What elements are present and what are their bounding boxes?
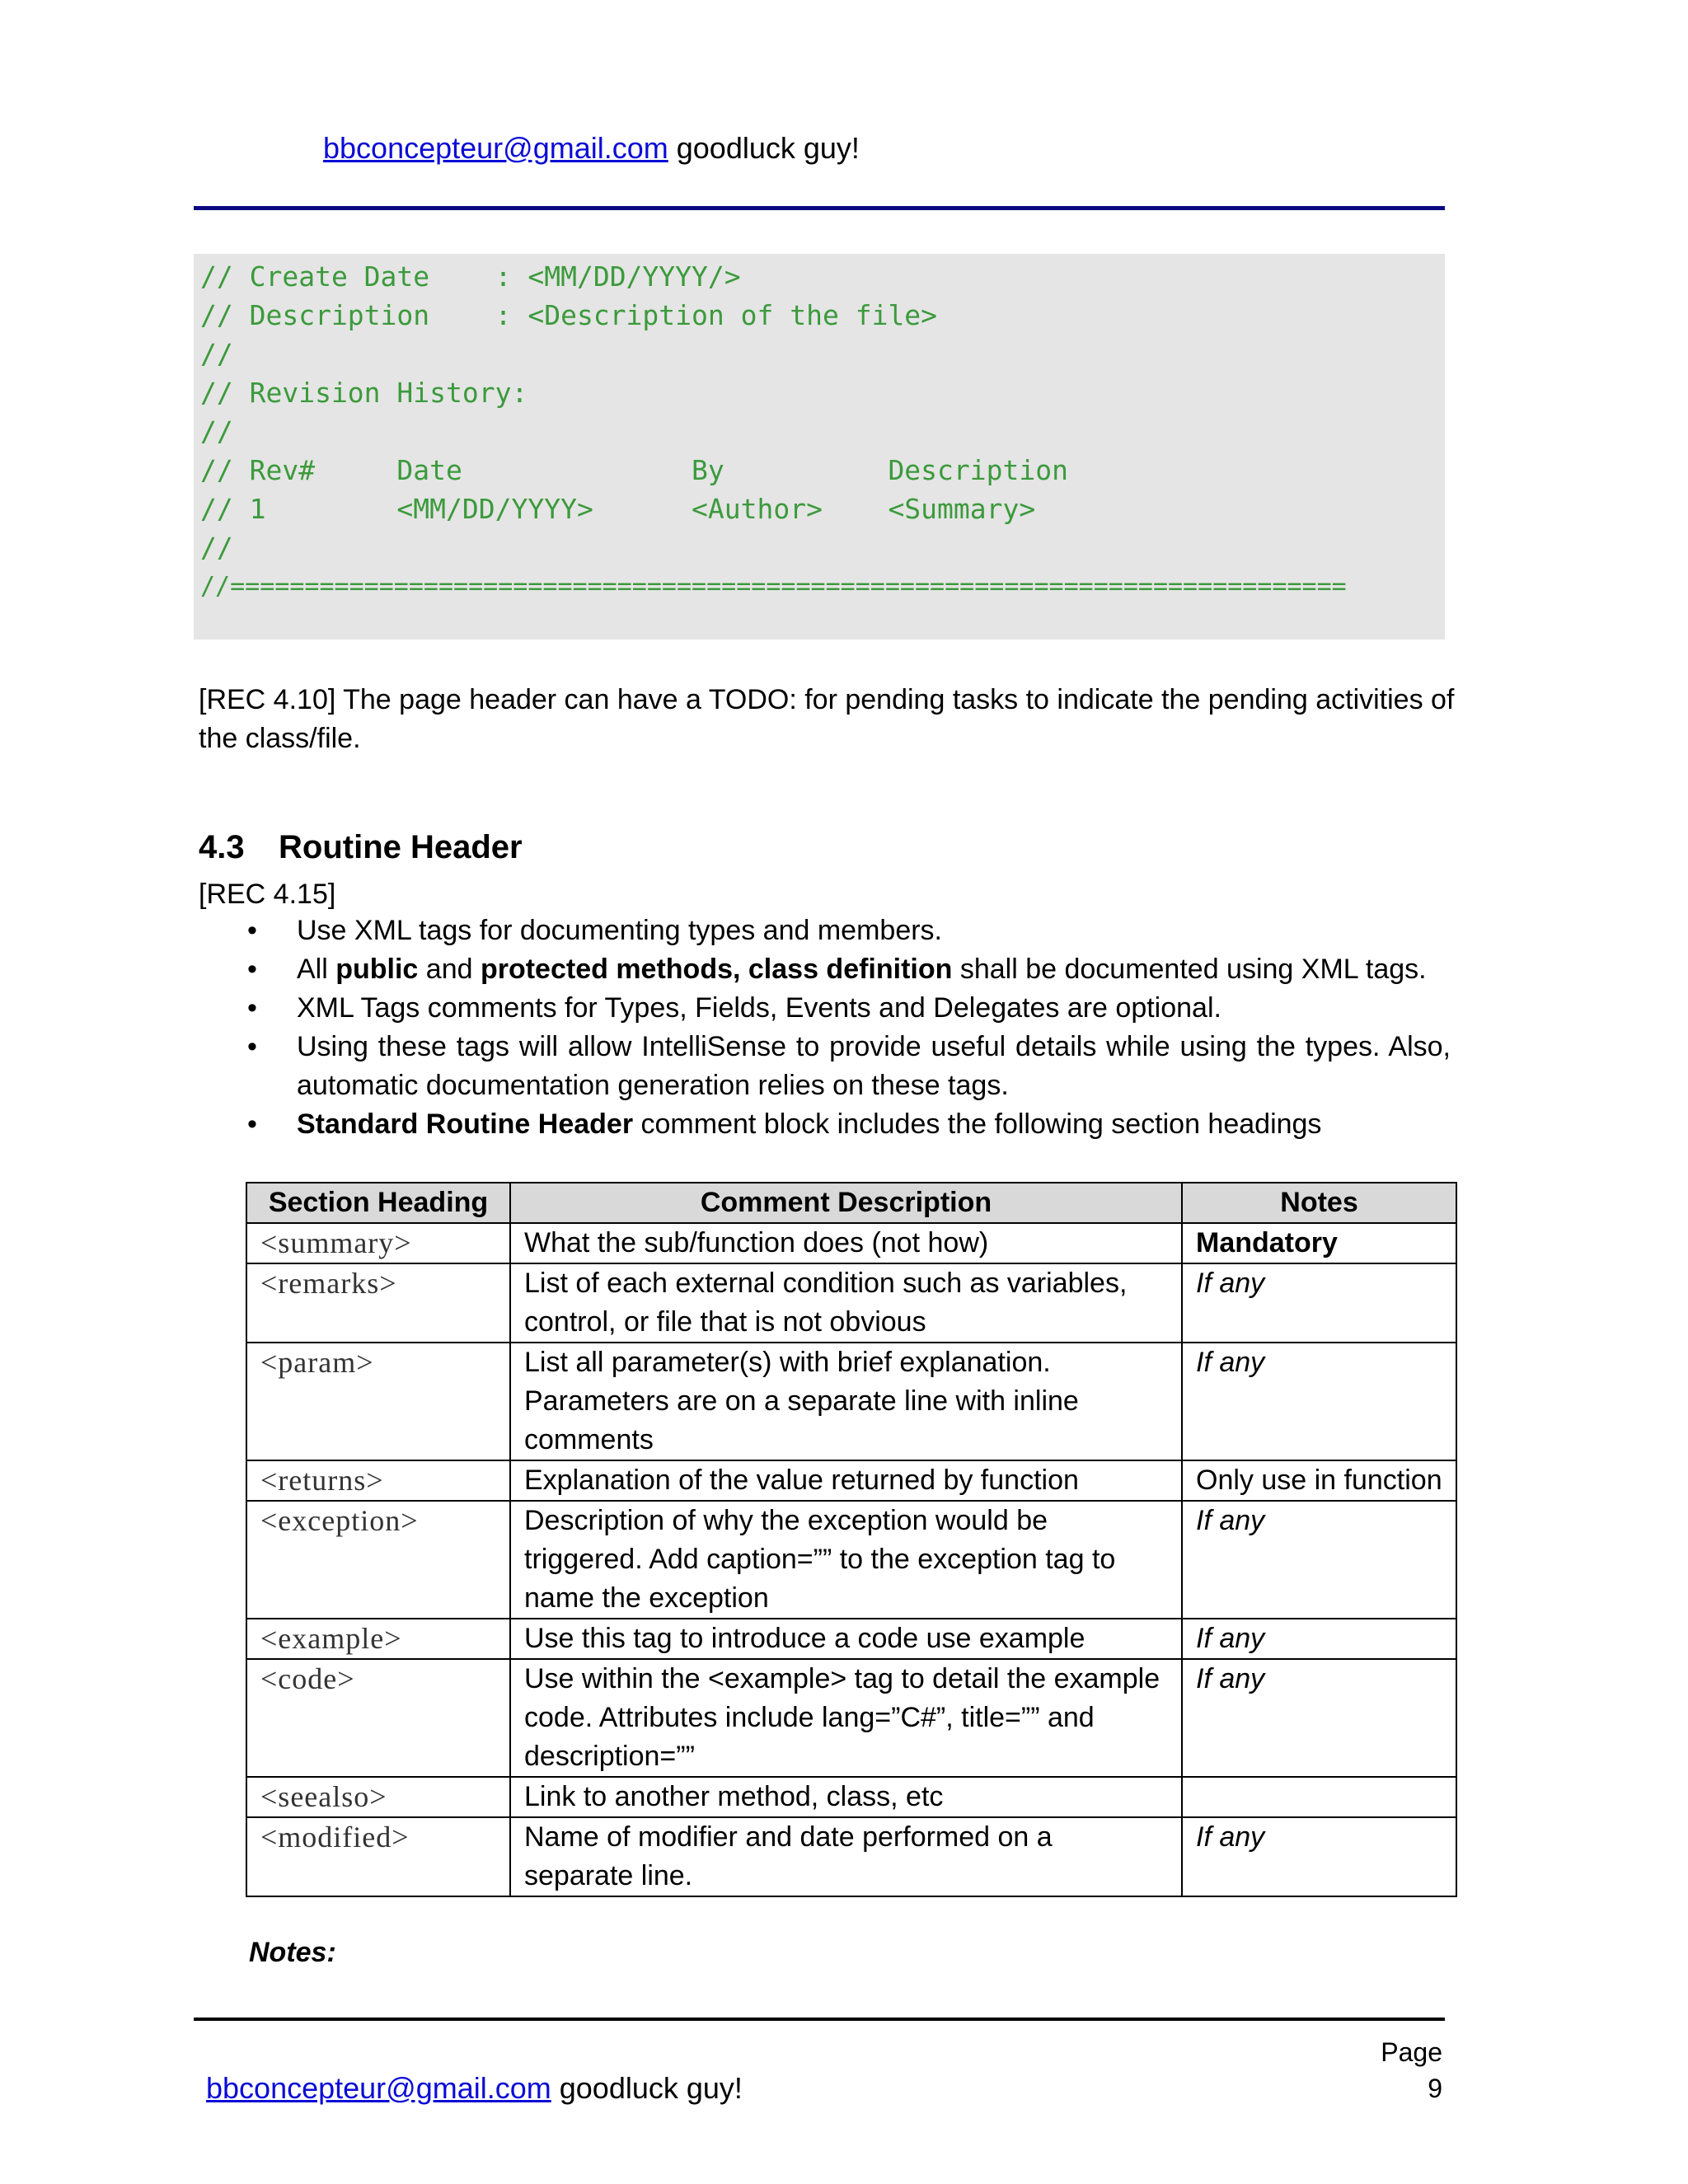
header-tagline: goodluck guy! — [676, 131, 860, 165]
footer-rule — [194, 2018, 1445, 2021]
footer-tagline: goodluck guy! — [559, 2071, 743, 2105]
bullet-bold-text: Standard Routine Header — [297, 1108, 634, 1140]
table-row — [246, 1777, 1456, 1817]
list-item — [247, 950, 1451, 989]
column-header: Section Heading — [246, 1183, 510, 1223]
bullet-icon: • — [247, 1108, 257, 1140]
table-row — [246, 1263, 1456, 1343]
code-line: //=========================================================================== — [200, 572, 1347, 601]
header-email-link[interactable]: bbconcepteur@gmail.com — [323, 131, 668, 165]
table-row — [246, 1817, 1456, 1896]
table-header-row — [246, 1183, 1456, 1223]
code-line: // 1 <MM/DD/YYYY> <Author> <Summary> — [200, 493, 1036, 525]
table-row — [246, 1619, 1456, 1659]
bullet-icon: • — [247, 954, 257, 985]
tag-cell: <modified> — [246, 1817, 510, 1896]
column-header: Comment Description — [510, 1183, 1182, 1223]
bullet-icon: • — [247, 1031, 257, 1062]
bullet-text: Use XML tags for documenting types and members. — [297, 915, 942, 946]
description-cell: List of each external condition such as variables, control, or file that is not obvious — [510, 1263, 1182, 1343]
tag-cell: <seealso> — [246, 1777, 510, 1817]
list-item — [247, 989, 1451, 1028]
tag-cell: <example> — [246, 1619, 510, 1659]
notes-cell: If any — [1182, 1343, 1456, 1460]
notes-cell: Mandatory — [1182, 1223, 1456, 1263]
tag-cell: <remarks> — [246, 1263, 510, 1343]
description-cell: Name of modifier and date performed on a separate line. — [510, 1817, 1182, 1896]
bullet-text: Using these tags will allow IntelliSense to provide useful details while using the types. Also, automatic documentation generation relies on these tags. — [297, 1031, 1451, 1101]
bullet-text: shall be documented using XML tags. — [952, 954, 1427, 985]
section-title: Routine Header — [279, 829, 523, 865]
bullet-bold-text: public — [335, 954, 419, 985]
routine-header-table — [246, 1182, 1457, 1897]
table-row — [246, 1460, 1456, 1501]
bullet-bold-text: protected methods, class definition — [480, 954, 953, 985]
rec-4-10-line-1: [REC 4.10] The page header can have a TODO: for pending tasks to indicate the pending activities of — [199, 684, 1455, 715]
notes-cell: If any — [1182, 1817, 1456, 1896]
description-cell: Description of why the exception would be triggered. Add caption=”” to the exception tag to name the exception — [510, 1501, 1182, 1619]
notes-label: Notes: — [249, 1937, 336, 1968]
description-cell: Use within the <example> tag to detail the example code. Attributes include lang=”C#”, title=”” and description=”” — [510, 1659, 1182, 1777]
rec-4-10-line-2: the class/file. — [199, 723, 361, 754]
list-item — [247, 912, 1451, 950]
description-cell: List all parameter(s) with brief explanation. Parameters are on a separate line with inline comments — [510, 1343, 1182, 1460]
description-cell: What the sub/function does (not how) — [510, 1223, 1182, 1263]
code-line: // Description : <Description of the file> — [200, 299, 938, 331]
section-number: 4.3 — [199, 829, 245, 865]
rec-4-15-label: [REC 4.15] — [199, 879, 336, 910]
bullet-text: comment block includes the following section headings — [633, 1108, 1322, 1140]
list-item — [247, 1105, 1451, 1144]
footer-email-link[interactable]: bbconcepteur@gmail.com — [206, 2071, 551, 2105]
page-footer — [206, 2070, 743, 2107]
table-row — [246, 1501, 1456, 1619]
code-line: // Rev# Date By Description — [200, 454, 1068, 486]
bullet-icon: • — [247, 992, 257, 1024]
code-line: // — [200, 338, 233, 370]
notes-cell: If any — [1182, 1659, 1456, 1777]
code-line: // — [200, 415, 233, 448]
tag-cell: <exception> — [246, 1501, 510, 1619]
bullet-text: All — [297, 954, 336, 985]
page-header — [323, 130, 860, 166]
bullet-list — [247, 912, 1451, 1144]
bullet-text: and — [418, 954, 481, 985]
code-line: // Revision History: — [200, 377, 528, 409]
notes-cell: If any — [1182, 1501, 1456, 1619]
bullet-icon: • — [247, 915, 257, 946]
table-row — [246, 1343, 1456, 1460]
tag-cell: <code> — [246, 1659, 510, 1777]
tag-cell: <returns> — [246, 1460, 510, 1501]
tag-cell: <summary> — [246, 1223, 510, 1263]
table-row — [246, 1659, 1456, 1777]
column-header: Notes — [1182, 1183, 1456, 1223]
table-row — [246, 1223, 1456, 1263]
header-rule — [194, 206, 1445, 210]
notes-cell — [1182, 1777, 1456, 1817]
notes-cell: Only use in function — [1182, 1460, 1456, 1501]
notes-cell: If any — [1182, 1263, 1456, 1343]
description-cell: Use this tag to introduce a code use example — [510, 1619, 1182, 1659]
description-cell: Link to another method, class, etc — [510, 1777, 1182, 1817]
page-number: Page 9 — [1381, 2037, 1442, 2103]
notes-cell: If any — [1182, 1619, 1456, 1659]
tag-cell: <param> — [246, 1343, 510, 1460]
section-heading — [199, 824, 523, 870]
bullet-text: XML Tags comments for Types, Fields, Events and Delegates are optional. — [297, 992, 1221, 1024]
list-item — [247, 1028, 1451, 1105]
description-cell: Explanation of the value returned by function — [510, 1460, 1182, 1501]
code-line: // — [200, 532, 233, 564]
code-block — [194, 254, 1445, 640]
code-line: // Create Date : <MM/DD/YYYY/> — [200, 260, 741, 293]
